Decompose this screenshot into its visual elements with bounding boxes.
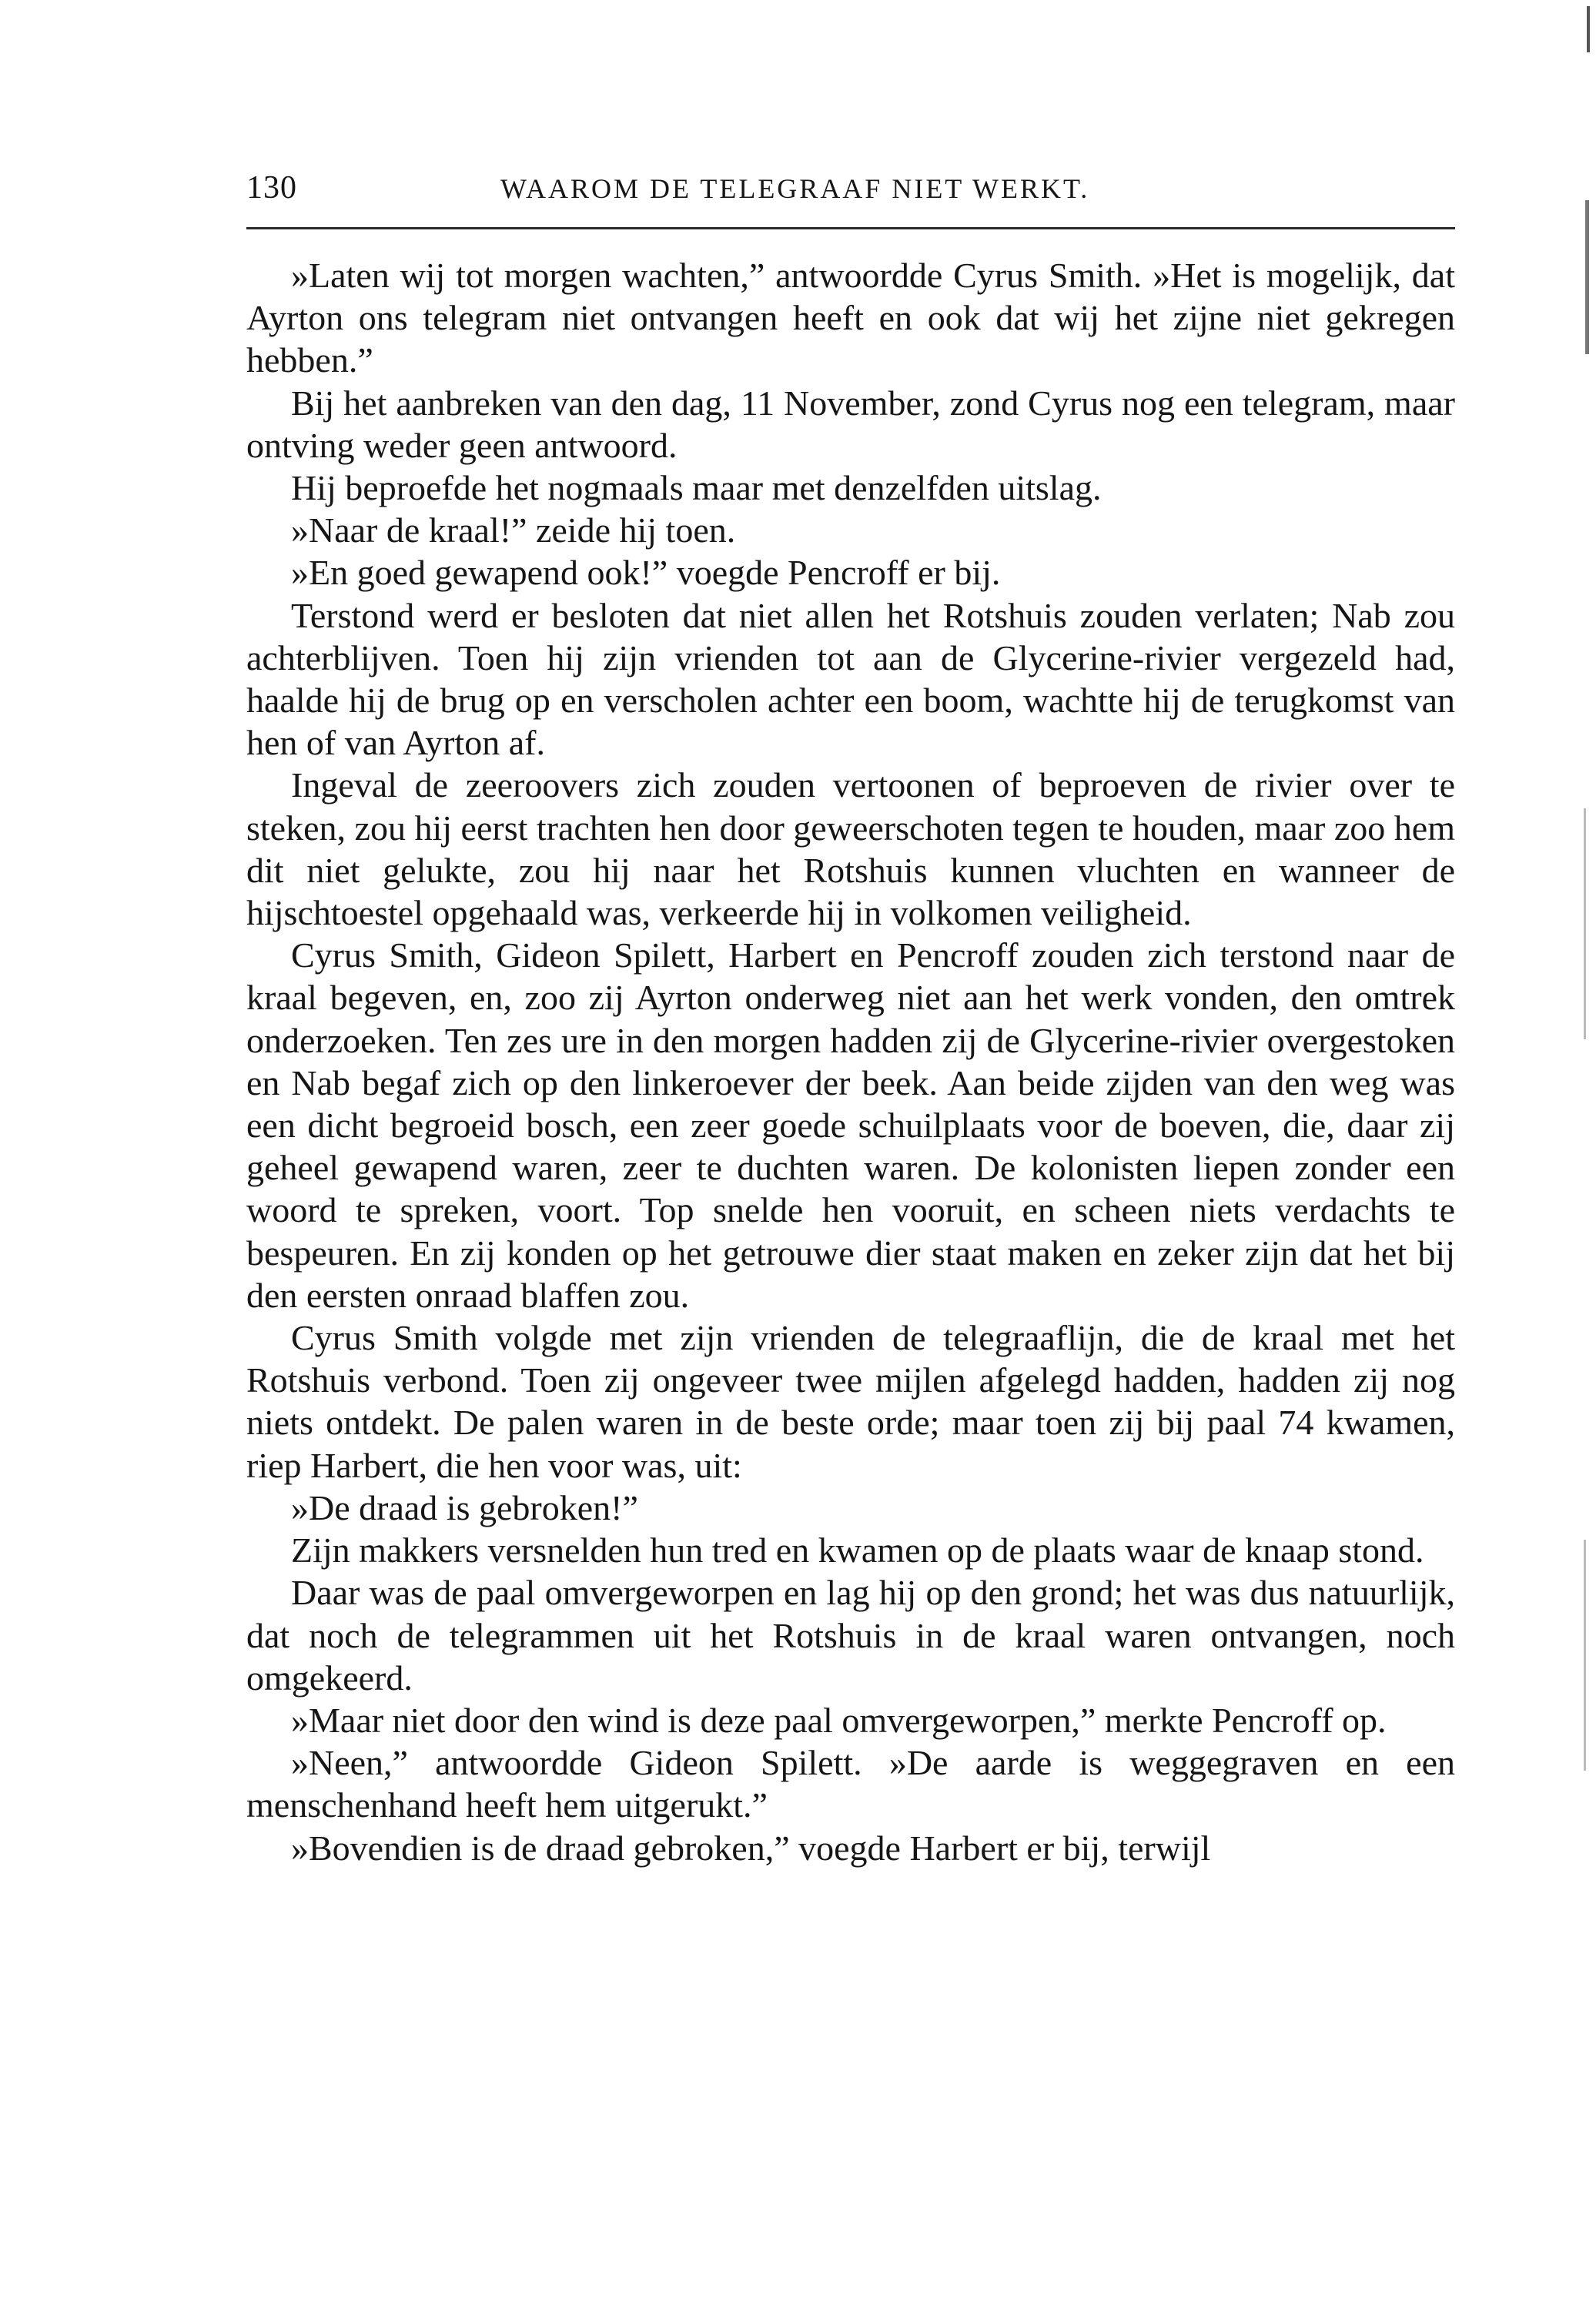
paragraph: Terstond werd er besloten dat niet allen het Rotshuis zouden verlaten; Nab zou achterblijven. Toen hij zijn vrienden tot aan de Glycerine-rivier vergezeld had, haalde hij de brug op en verscholen achter een boom, wachtte hij de terugkomst van hen of van Ayrton af. xyxy=(246,595,1455,763)
edge-mark xyxy=(1587,6,1590,52)
paragraph: »Laten wij tot morgen wachten,” antwoordde Cyrus Smith. »Het is mogelijk, dat Ayrton ons telegram niet ontvangen heeft en ook dat wij het zijne niet gekregen hebben.” xyxy=(246,256,1455,380)
paragraph: »Naar de kraal!” zeide hij toen. xyxy=(291,510,736,550)
running-head xyxy=(246,162,1455,208)
paragraph: »En goed gewapend ook!” voegde Pencroff er bij. xyxy=(291,553,1001,593)
body-text xyxy=(246,254,1455,1869)
paragraph: »Bovendien is de draad gebroken,” voegde Harbert er bij, terwijl xyxy=(291,1828,1211,1868)
paragraph: Cyrus Smith volgde met zijn vrienden de telegraaflijn, die de kraal met het Rotshuis verbond. Toen zij ongeveer twee mijlen afgelegd hadden, hadden zij nog niets ontdekt. De palen waren in de beste orde; maar toen zij bij paal 74 kwamen, riep Harbert, die hen voor was, uit: xyxy=(246,1318,1455,1485)
header-rule xyxy=(246,227,1455,229)
paragraph: Bij het aanbreken van den dag, 11 November, zond Cyrus nog een telegram, maar ontving weder geen antwoord. xyxy=(246,383,1455,465)
paragraph: Cyrus Smith, Gideon Spilett, Harbert en Pencroff zouden zich terstond naar de kraal begeven, en, zoo zij Ayrton onderweg niet aan het werk vonden, den omtrek onderzoeken. Ten zes ure in den morgen hadden zij de Glycerine-rivier overgestoken en Nab begaf zich op den linkeroever der beek. Aan beide zijden van den weg was een dicht begroeid bosch, een zeer goede schuilplaats voor de boeven, die, daar zij geheel gewapend waren, zeer te duchten waren. De kolonisten liepen zonder een woord te spreken, voort. Top snelde hen vooruit, en scheen niets verdachts te bespeuren. En zij konden op het getrouwe dier staat maken en zeker zijn dat het bij den eersten onraad blaffen zou. xyxy=(246,935,1455,1315)
edge-mark xyxy=(1584,1540,1586,1771)
paragraph: Zijn makkers versnelden hun tred en kwamen op de plaats waar de knaap stond. xyxy=(291,1530,1424,1570)
page-edge-scan-marks xyxy=(1573,0,1596,2298)
page-number: 130 xyxy=(246,170,297,206)
paragraph: »Maar niet door den wind is deze paal omvergeworpen,” merkte Pencroff op. xyxy=(291,1700,1387,1740)
paragraph: Hij beproefde het nogmaals maar met denzelfden uitslag. xyxy=(291,468,1102,508)
paragraph: Daar was de paal omvergeworpen en lag hij op den grond; het was dus natuurlijk, dat noch de telegrammen uit het Rotshuis in de kraal waren ontvangen, noch omgekeerd. xyxy=(246,1573,1455,1698)
edge-mark xyxy=(1584,808,1586,1039)
paragraph: »Neen,” antwoordde Gideon Spilett. »De aarde is weggegraven en een menschenhand heeft hem uitgerukt.” xyxy=(246,1743,1455,1825)
book-page xyxy=(246,162,1455,1869)
edge-mark xyxy=(1585,200,1589,354)
running-title: WAAROM DE TELEGRAAF NIET WERKT. xyxy=(500,173,1090,204)
paragraph: »De draad is gebroken!” xyxy=(291,1487,638,1527)
paragraph: Ingeval de zeeroovers zich zouden vertoonen of beproeven de rivier over te steken, zou hij eerst trachten hen door geweerschoten tegen te houden, maar zoo hem dit niet gelukte, zou hij naar het Rotshuis kunnen vluchten en wanneer de hijschtoestel opgehaald was, verkeerde hij in volkomen veiligheid. xyxy=(246,765,1455,933)
